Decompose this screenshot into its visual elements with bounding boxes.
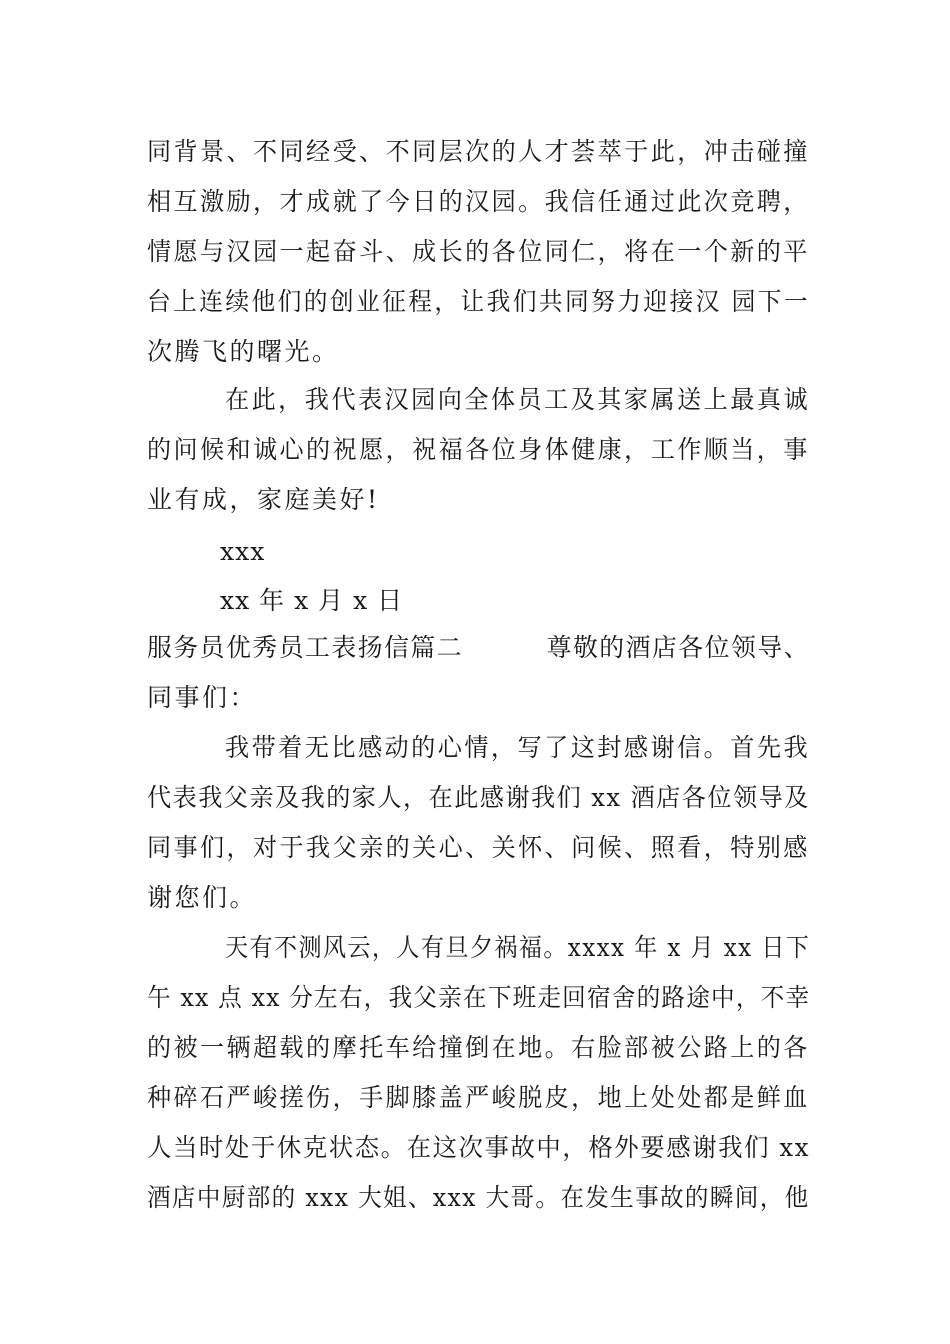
paragraph-line: 谢您们。 [147,883,258,912]
paragraph-line: 我带着无比感动的心情，写了这封感谢信。首先我 [225,733,811,762]
paragraph-line: 相互激励，才成就了今日的汉园。我信任通过此次竞聘， [147,187,810,216]
paragraph-line: 人当时处于休克状态。在这次事故中，格外要感谢我们 xx [147,1133,811,1162]
paragraph-line: 种碎石严峻搓伤，手脚膝盖严峻脱皮，地上处处都是鲜血 [147,1083,810,1112]
paragraph-line: 午 xx 点 xx 分左右，我父亲在下班走回宿舍的路途中，不幸 [147,983,811,1012]
paragraph-line: 同背景、不同经受、不同层次的人才荟萃于此，冲击碰撞 [147,137,810,166]
paragraph-line: 天有不测风云，人有旦夕祸福。xxxx 年 x 月 xx 日下 [225,933,811,962]
signature-name: xxx [220,537,266,566]
paragraph-line: 的被一辆超载的摩托车给撞倒在地。右脸部被公路上的各 [147,1033,810,1062]
paragraph-line: 代表我父亲及我的家人，在此感谢我们 xx 酒店各位领导及 [147,783,810,812]
paragraph-line: 业有成，家庭美好! [147,485,380,514]
salutation: 尊敬的酒店各位领导、 [546,633,811,662]
paragraph-line: 在此，我代表汉园向全体员工及其家属送上最真诚 [225,385,811,414]
paragraph-line: 的问候和诚心的祝愿，祝福各位身体健康，工作顺当，事 [147,435,810,464]
section-heading-line [147,632,810,664]
signature-date: xx 年 x 月 x 日 [220,586,404,615]
paragraph-line: 同事们，对于我父亲的关心、关怀、问候、照看，特别感 [147,833,810,862]
salutation-continued: 同事们： [147,683,258,712]
paragraph-line: 情愿与汉园一起奋斗、成长的各位同仁，将在一个新的平 [147,237,810,266]
section-heading: 服务员优秀员工表扬信篇二 [147,633,464,662]
paragraph-line: 酒店中厨部的 xxx 大姐、xxx 大哥。在发生事故的瞬间，他 [147,1183,810,1212]
paragraph-line: 台上连续他们的创业征程，让我们共同努力迎接汉 园下一 [147,287,811,316]
paragraph-line: 次腾飞的曙光。 [147,337,340,366]
